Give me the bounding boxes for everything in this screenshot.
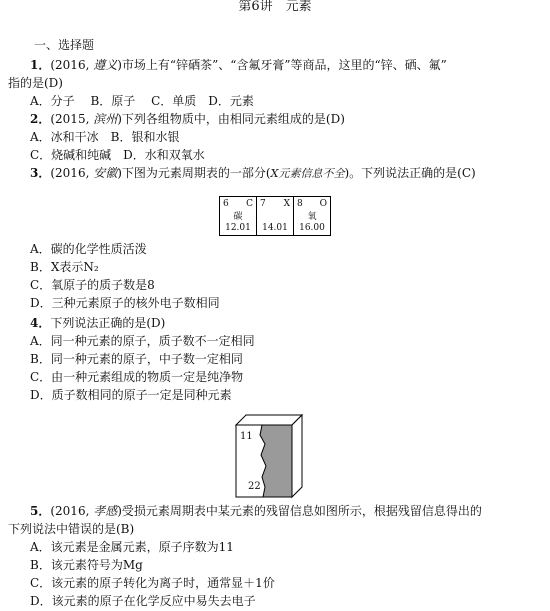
source-place: 安徽 <box>93 166 118 180</box>
damaged-element-block <box>232 411 304 502</box>
question-1 <box>8 56 447 74</box>
element-cell-carbon <box>219 196 256 236</box>
element-symbol: X <box>283 199 290 209</box>
source-year: (2015, <box>50 112 90 126</box>
source-place: 遵义 <box>93 58 118 72</box>
element-symbol: O <box>319 199 327 209</box>
atomic-number: 8 <box>297 199 303 209</box>
periodic-table-fragment <box>0 196 550 236</box>
question-text: )市场上有“锌硒茶”、“含氟牙膏”等商品，这里的“锌、硒、氟” <box>117 58 447 72</box>
option-c-d: C．烧碱和纯碱 D．水和双氧水 <box>30 148 205 162</box>
atomic-number: 6 <box>223 199 229 209</box>
source-place: 孝感 <box>93 504 118 518</box>
question-number: 3． <box>30 166 51 180</box>
option-a-b: A．冰和干冰 B．银和水银 <box>30 130 180 144</box>
option-c: C．该元素的原子转化为离子时，通常显＋1价 <box>30 576 275 590</box>
question-text: )下列各组物质中，由相同元素组成的是(D) <box>117 112 345 126</box>
atomic-mass: 14.01 <box>262 223 288 233</box>
block-top-number: 11 <box>240 431 253 442</box>
question-text: 下列说法正确的是(D) <box>50 316 166 330</box>
source-year: (2016, <box>50 166 90 180</box>
option-d: D．该元素的原子在化学反应中易失去电子 <box>30 594 256 608</box>
source-year: (2016, <box>50 58 90 72</box>
question-2 <box>8 110 345 128</box>
option-a: A．同一种元素的原子，质子数不一定相同 <box>30 334 255 348</box>
option-c: C．氧原子的质子数是8 <box>30 278 155 292</box>
options: A．分子 B．原子 C．单质 D．元素 <box>30 94 254 108</box>
question-number: 4． <box>30 316 51 330</box>
question-5 <box>8 502 482 520</box>
page-title: 第6讲 元素 <box>238 0 312 14</box>
source-year: (2016, <box>50 504 90 518</box>
source-place: 滨州 <box>93 112 118 126</box>
block-drawing <box>232 411 304 499</box>
option-d: D．三种元素原子的核外电子数相同 <box>30 296 220 310</box>
question-text-end: )。下列说法正确的是(C) <box>344 166 476 180</box>
option-a: A．碳的化学性质活泼 <box>30 242 147 256</box>
question-text: )下图为元素周期表的一部分( <box>117 166 271 180</box>
question-number: 1． <box>30 58 51 72</box>
element-cell-x <box>256 196 293 236</box>
atomic-mass: 16.00 <box>299 223 325 233</box>
section-heading: 一、选择题 <box>34 38 95 52</box>
option-c: C．由一种元素组成的物质一定是纯净物 <box>30 370 244 384</box>
option-b: B．同一种元素的原子，中子数一定相同 <box>30 352 243 366</box>
option-b: B．X表示N₂ <box>30 260 99 274</box>
option-b: B．该元素符号为Mg <box>30 558 143 572</box>
atomic-number: 7 <box>260 199 266 209</box>
element-symbol: C <box>246 199 253 209</box>
option-d: D．质子数相同的原子一定是同种元素 <box>30 388 232 402</box>
atomic-mass: 12.01 <box>225 223 251 233</box>
element-cell-oxygen <box>293 196 331 236</box>
element-name: 氧 <box>307 212 317 222</box>
question-note: X元素信息不全 <box>270 167 345 180</box>
question-text-cont: 下列说法中错误的是(B) <box>8 522 135 536</box>
question-number: 2． <box>30 112 51 126</box>
option-a: A．该元素是金属元素，原子序数为11 <box>30 540 234 554</box>
question-3 <box>8 164 476 183</box>
element-name: 碳 <box>233 212 243 222</box>
question-number: 5． <box>30 504 51 518</box>
block-bottom-number: 22 <box>248 481 261 492</box>
question-text: )受损元素周期表中某元素的残留信息如图所示，根据残留信息得出的 <box>117 504 482 518</box>
question-4 <box>8 314 165 332</box>
question-text-cont: 指的是(D) <box>8 76 63 90</box>
